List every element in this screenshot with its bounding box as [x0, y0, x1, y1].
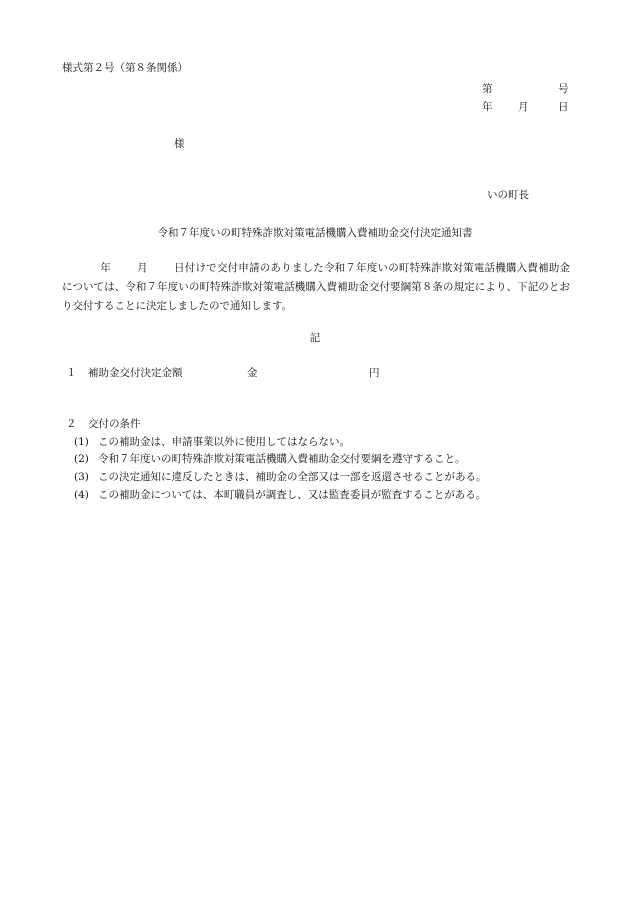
amount-kin: 金 [247, 367, 258, 379]
recipient-suffix: 様 [174, 138, 185, 150]
date-year: 年 [482, 101, 493, 113]
date-month: 月 [518, 101, 529, 113]
body-text: 日付けで交付申請のありました令和７年度いの町特殊詐欺対策電話機購入費補助金については、令和７年度いの町特殊詐欺対策電話機購入費補助金交付要綱第８条の規定により、下記のとおり交付することに決定しましたので通知します。 [62, 262, 571, 312]
condition-item-num: (1) [74, 436, 89, 448]
ki-heading: 記 [309, 332, 321, 344]
amount-yen: 円 [369, 367, 380, 379]
issuer: いの町長 [487, 189, 529, 201]
conditions-number: ２ [66, 418, 77, 430]
body-year: 年 [100, 262, 111, 274]
date-day: 日 [558, 101, 569, 113]
number-prefix: 第 [482, 83, 493, 95]
condition-item-text: この補助金については、本町職員が調査し、又は監査委員が監査することがある。 [98, 489, 487, 501]
condition-item-num: (4) [74, 489, 89, 501]
amount-label: 補助金交付決定金額 [88, 367, 183, 379]
condition-item-text: この決定通知に違反したときは、補助金の全部又は一部を返還させることがある。 [98, 471, 487, 483]
number-suffix: 号 [558, 83, 569, 95]
condition-item-num: (2) [74, 453, 89, 465]
condition-item-num: (3) [74, 471, 89, 483]
form-label: 様式第２号（第８条関係） [62, 62, 188, 74]
condition-item-text: 令和７年度いの町特殊詐欺対策電話機購入費補助金交付要綱を遵守すること。 [98, 453, 466, 465]
body-paragraph [62, 259, 570, 316]
conditions-heading: 交付の条件 [88, 418, 141, 430]
body-month: 月 [136, 262, 148, 274]
amount-number: １ [66, 367, 77, 379]
condition-item-text: この補助金は、申請事業以外に使用してはならない。 [98, 436, 350, 448]
document-title: 令和７年度いの町特殊詐欺対策電話機購入費補助金交付決定通知書 [157, 227, 473, 239]
